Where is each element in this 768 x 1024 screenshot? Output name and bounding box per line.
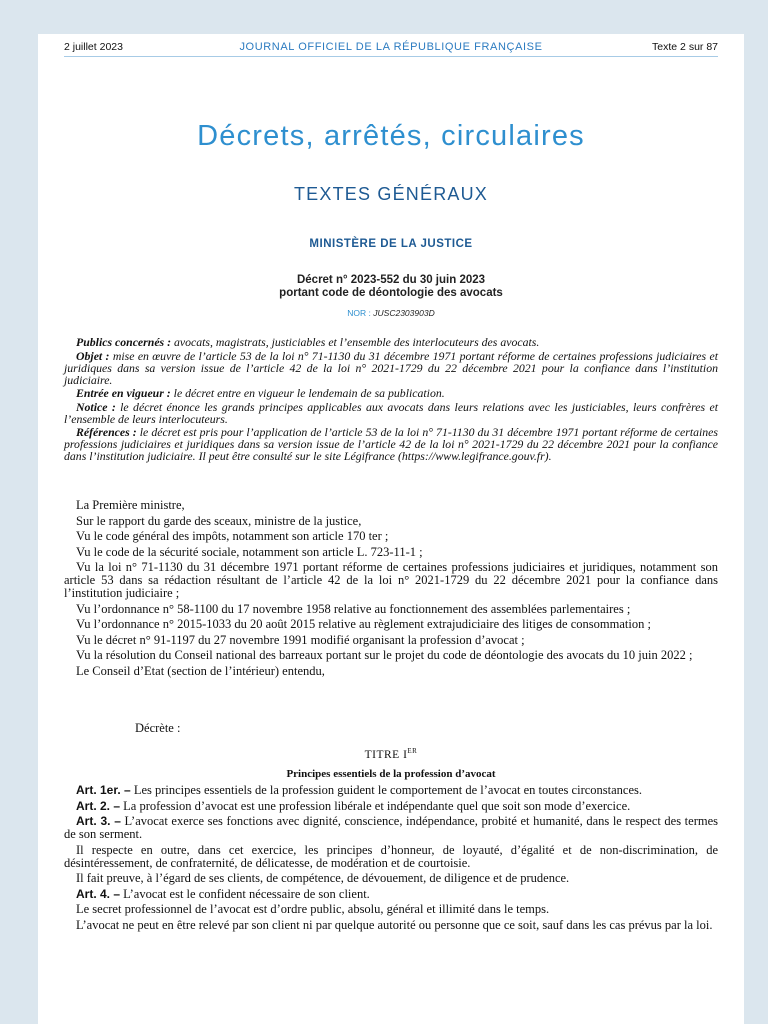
- article-paragraph: [64, 888, 718, 901]
- decree-title: [38, 274, 744, 300]
- summary-text: le décret est pris pour l’application de l’article 53 de la loi n° 71-1130 du 31 décembre 1971 portant réforme de certaines professions judiciaires et juridiques dans sa version issue de l’article 42 de la loi n° 2021-1729 du 22 décembre 2021 pour la confiance dans l’institution judiciaire. Il peut être consulté sur le site Légifrance (https://www.legifrance.gouv.fr).: [64, 425, 718, 463]
- article-label: Art. 1er. –: [76, 783, 131, 797]
- visa-line: Vu le code de la sécurité sociale, notamment son article L. 723-11-1 ;: [76, 544, 423, 559]
- summary-text: le décret entre en vigueur le lendemain de sa publication.: [170, 386, 445, 400]
- article-paragraph: [64, 844, 718, 870]
- summary-text: avocats, magistrats, justiciables et l’ensemble des interlocuteurs des avocats.: [171, 335, 540, 349]
- article-label: Art. 4. –: [76, 886, 121, 901]
- nor-label: NOR :: [347, 308, 371, 318]
- nor-reference: [38, 308, 744, 318]
- summary-text: le décret énonce les grands principes applicables aux avocats dans leurs relations avec les justiciables, leurs confrères et l’ensemble de leurs interlocuteurs.: [64, 399, 718, 426]
- page-header: [64, 41, 718, 57]
- visa-line: Vu l’ordonnance n° 2015-1033 du 20 août 2015 relative au règlement extrajudiciaire des litiges de consommation ;: [76, 617, 651, 631]
- visa-line: La Première ministre,: [76, 498, 185, 512]
- summary-label: Objet :: [76, 348, 110, 363]
- article-paragraph: [64, 903, 718, 916]
- nor-value: JUSC2303903D: [373, 308, 435, 318]
- visa-line: Vu l’ordonnance n° 58-1100 du 17 novembre 1958 relative au fonctionnement des assemblées parlementaires ;: [76, 601, 631, 616]
- article-paragraph: [64, 872, 718, 885]
- visa-line: Vu la résolution du Conseil national des barreaux portant sur le projet du code de déontologie des avocats du 10 juin 2022 ;: [76, 648, 693, 662]
- decrete-line: Décrète :: [135, 721, 181, 735]
- summary-paragraph: [64, 387, 718, 399]
- summary-paragraph: [64, 401, 718, 425]
- visa-line: Vu la loi n° 71-1130 du 31 décembre 1971 portant réforme de certaines professions judiciaires et juridiques, notamment son article 53 dans sa rédaction résultant de l’article 42 de la loi n° 2021-1729 du 22 décembre 2021 pour la confiance dans l’institution judiciaire ;: [64, 560, 718, 600]
- titre-heading: [64, 745, 718, 762]
- visas: [64, 499, 718, 680]
- visa-line: Vu le code général des impôts, notamment son article 170 ter ;: [76, 529, 389, 543]
- article-paragraph: [64, 784, 718, 797]
- article-text: L’avocat exerce ses fonctions avec dignité, conscience, indépendance, probité et humanité, dans le respect des termes de son serment.: [64, 814, 719, 841]
- article-text: Il fait preuve, à l’égard de ses clients, de compétence, de dévouement, de diligence et de prudence.: [76, 871, 570, 885]
- header-divider: [64, 56, 718, 57]
- decree-summary: [64, 336, 718, 464]
- summary-label: Entrée en vigueur :: [76, 386, 171, 400]
- article-text: Les principes essentiels de la profession guident le comportement de l’avocat en toutes circonstances.: [130, 783, 642, 797]
- summary-text: mise en œuvre de l’article 53 de la loi n° 71-1130 du 31 décembre 1971 portant réforme de certaines professions judiciaires et juridiques dans sa version issue de l’article 42 de la loi n° 2021-1729 du 22 décembre 2021 pour la confiance dans l’institution judiciaire.: [64, 348, 719, 387]
- summary-paragraph: [64, 426, 718, 462]
- visa-line: Sur le rapport du garde des sceaux, ministre de la justice,: [76, 513, 362, 528]
- section-title: Décrets, arrêtés, circulaires: [197, 120, 585, 152]
- visa-line: Vu le décret n° 91-1197 du 27 novembre 1991 modifié organisant la profession d’avocat ;: [76, 632, 525, 647]
- text-number: Texte 2 sur 87: [652, 41, 718, 53]
- article-paragraph: [64, 815, 718, 841]
- articles: [64, 784, 718, 934]
- summary-label: Publics concernés :: [76, 335, 172, 349]
- subsection-title: TEXTES GÉNÉRAUX: [293, 184, 489, 204]
- summary-label: Références :: [76, 425, 137, 439]
- article-paragraph: [64, 800, 718, 813]
- titre-sup: ER: [407, 747, 418, 755]
- article-paragraph: [64, 919, 718, 932]
- article-text: Il respecte en outre, dans cet exercice, les principes d’honneur, de loyauté, d’égalité et de non-discrimination, de désintéressement, de confraternité, de délicatesse, de modération et de courtoisie.: [64, 842, 718, 870]
- chapter-heading: Principes essentiels de la profession d’avocat: [286, 768, 496, 780]
- article-text: L’avocat ne peut en être relevé par son client ni par quelque autorité ou personne que ce soit, sauf dans les cas prévus par la loi.: [76, 917, 713, 932]
- article-text: La profession d’avocat est une profession libérale et indépendante quel que soit son mode d’exercice.: [120, 798, 631, 813]
- titre-text: TITRE I: [364, 748, 408, 761]
- article-text: Le secret professionnel de l’avocat est d’ordre public, absolu, général et illimité dans le temps.: [76, 902, 550, 916]
- decree-number: Décret n° 2023-552 du 30 juin 2023: [296, 274, 486, 286]
- header-date: 2 juillet 2023: [64, 41, 123, 53]
- visa-line: Le Conseil d’Etat (section de l’intérieur) entendu,: [76, 663, 325, 678]
- article-text: L’avocat est le confident nécessaire de son client.: [120, 886, 370, 901]
- article-label: Art. 3. –: [76, 814, 121, 828]
- ministry-name: MINISTÈRE DE LA JUSTICE: [309, 238, 473, 250]
- summary-paragraph: [64, 336, 718, 348]
- summary-paragraph: [64, 350, 718, 386]
- article-label: Art. 2. –: [76, 798, 121, 813]
- document-page: [38, 34, 744, 1024]
- journal-title: JOURNAL OFFICIEL DE LA RÉPUBLIQUE FRANÇAISE: [239, 41, 543, 53]
- decree-subject: portant code de déontologie des avocats: [279, 287, 503, 299]
- summary-label: Notice :: [76, 399, 116, 414]
